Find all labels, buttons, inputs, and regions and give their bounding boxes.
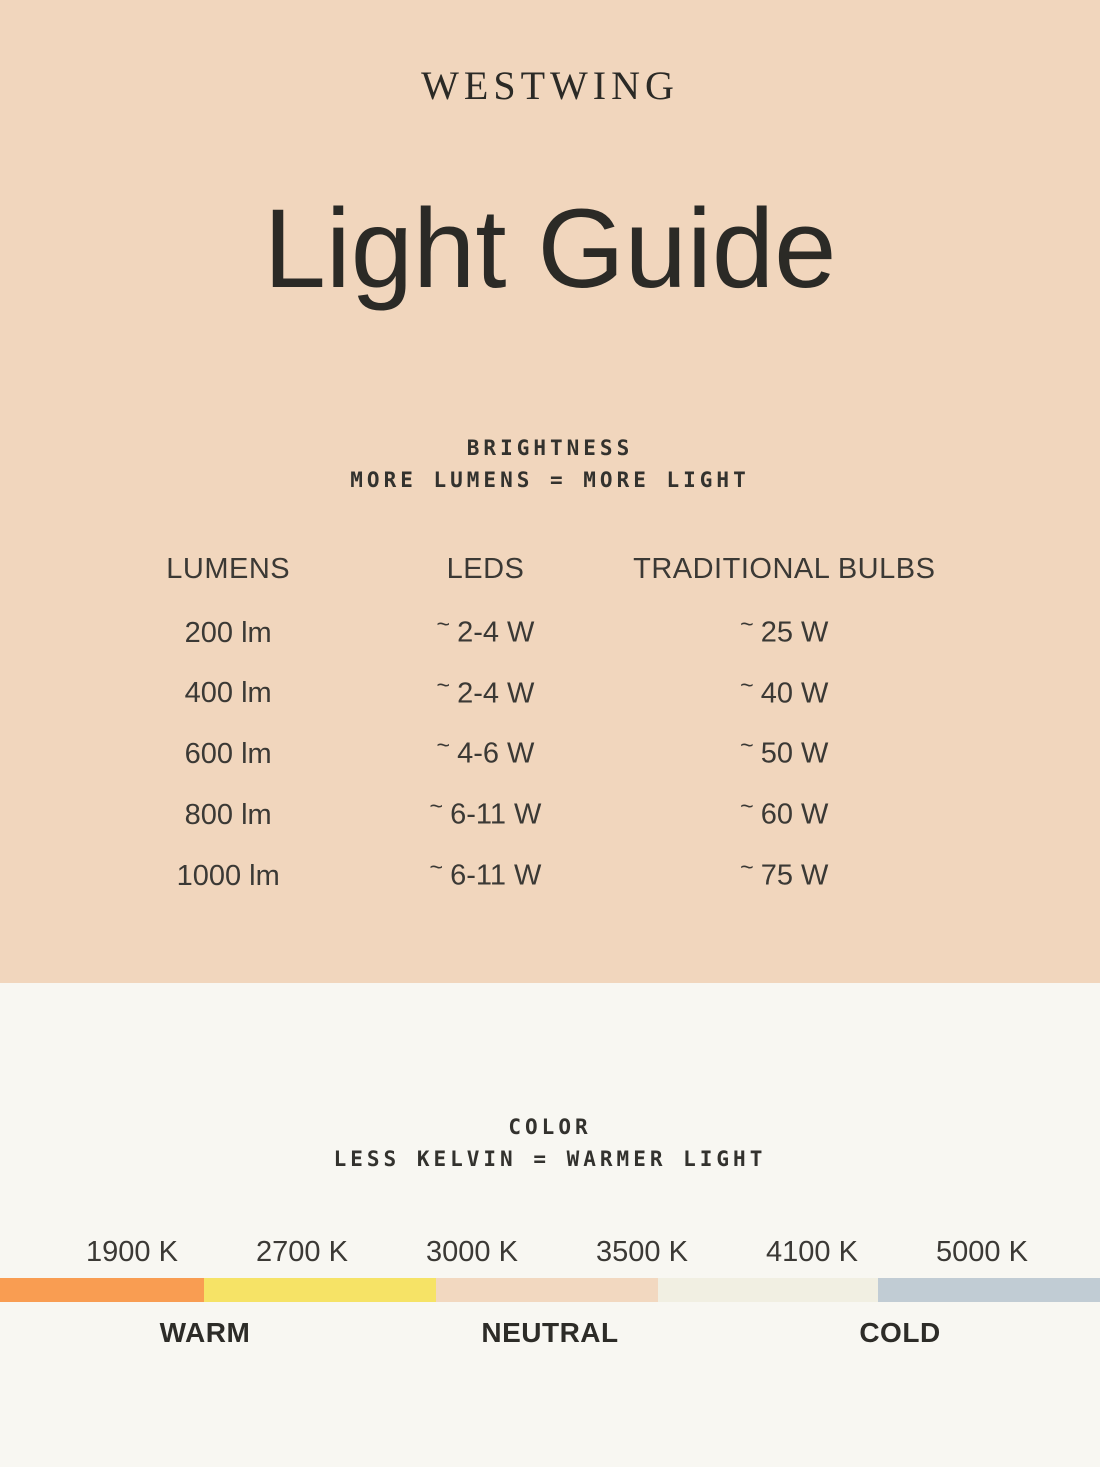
leds-value: ~ 2-4 W: [436, 671, 535, 710]
kelvin-label-3000: 3000 K: [426, 1236, 518, 1268]
table-row: [112, 728, 942, 771]
color-segment-neutral-cream: [658, 1278, 878, 1302]
lumens-value: 200 lm: [184, 616, 272, 649]
approx-symbol: ~: [740, 732, 754, 759]
bulbs-value: ~ 75 W: [740, 853, 829, 892]
approx-symbol: ~: [740, 671, 754, 698]
leds-value: ~ 6-11 W: [429, 853, 542, 892]
bulbs-value: ~ 40 W: [740, 671, 829, 710]
table-row: [112, 668, 942, 711]
approx-symbol: ~: [429, 793, 444, 820]
label-neutral: NEUTRAL: [481, 1317, 619, 1348]
lumens-value: 600 lm: [184, 738, 272, 771]
leds-value: ~ 6-11 W: [429, 793, 542, 831]
brightness-heading: [0, 432, 1100, 496]
leds-value: ~ 4-6 W: [436, 732, 535, 771]
lumens-value: 1000 lm: [176, 859, 280, 892]
color-segment-warm-yellow: [204, 1278, 436, 1302]
approx-symbol: ~: [436, 732, 451, 759]
color-heading-line1: COLOR: [508, 1115, 592, 1139]
color-segment-neutral-peach: [436, 1278, 658, 1302]
approx-symbol: ~: [740, 853, 754, 880]
approx-symbol: ~: [436, 671, 451, 698]
kelvin-color-bar: [0, 1278, 1100, 1302]
bulbs-value: ~ 25 W: [740, 611, 829, 649]
kelvin-scale-labels: [0, 1235, 1100, 1269]
column-header-traditional-bulbs: TRADITIONAL BULBS: [633, 553, 936, 585]
color-heading: [0, 983, 1100, 1175]
kelvin-label-2700: 2700 K: [256, 1236, 348, 1268]
bulbs-value: ~ 50 W: [740, 732, 829, 771]
color-segment-cold-blue: [878, 1278, 1100, 1302]
color-segment-warm-orange: [0, 1278, 204, 1302]
kelvin-label-4100: 4100 K: [766, 1236, 858, 1268]
brightness-heading-line1: BRIGHTNESS: [466, 436, 634, 460]
kelvin-label-3500: 3500 K: [596, 1236, 688, 1268]
bulbs-value: ~ 60 W: [740, 793, 829, 831]
label-cold: COLD: [859, 1317, 941, 1348]
color-section: [0, 983, 1100, 1467]
approx-symbol: ~: [740, 793, 754, 820]
table-row: [112, 789, 942, 832]
leds-value: ~ 2-4 W: [436, 611, 535, 649]
color-heading-line2: LESS KELVIN = WARMER LIGHT: [333, 1147, 767, 1171]
table-body: [112, 607, 942, 893]
label-warm: WARM: [159, 1317, 251, 1348]
lumens-value: 400 lm: [184, 677, 272, 710]
table-row: [112, 850, 942, 893]
column-header-leds: LEDS: [446, 553, 525, 585]
brand-logo: WESTWING: [421, 63, 679, 108]
page-title: Light Guide: [263, 186, 837, 311]
temperature-labels: [0, 1316, 1100, 1352]
brightness-heading-line2: MORE LUMENS = MORE LIGHT: [350, 468, 750, 492]
approx-symbol: ~: [740, 611, 754, 637]
table-row: [112, 607, 942, 650]
approx-symbol: ~: [429, 853, 444, 880]
kelvin-label-1900: 1900 K: [86, 1236, 178, 1268]
lumens-value: 800 lm: [184, 798, 272, 831]
approx-symbol: ~: [436, 611, 451, 637]
kelvin-label-5000: 5000 K: [936, 1236, 1028, 1268]
table-header-row: [112, 552, 942, 586]
column-header-lumens: LUMENS: [166, 553, 291, 585]
lumens-table: [112, 552, 942, 893]
